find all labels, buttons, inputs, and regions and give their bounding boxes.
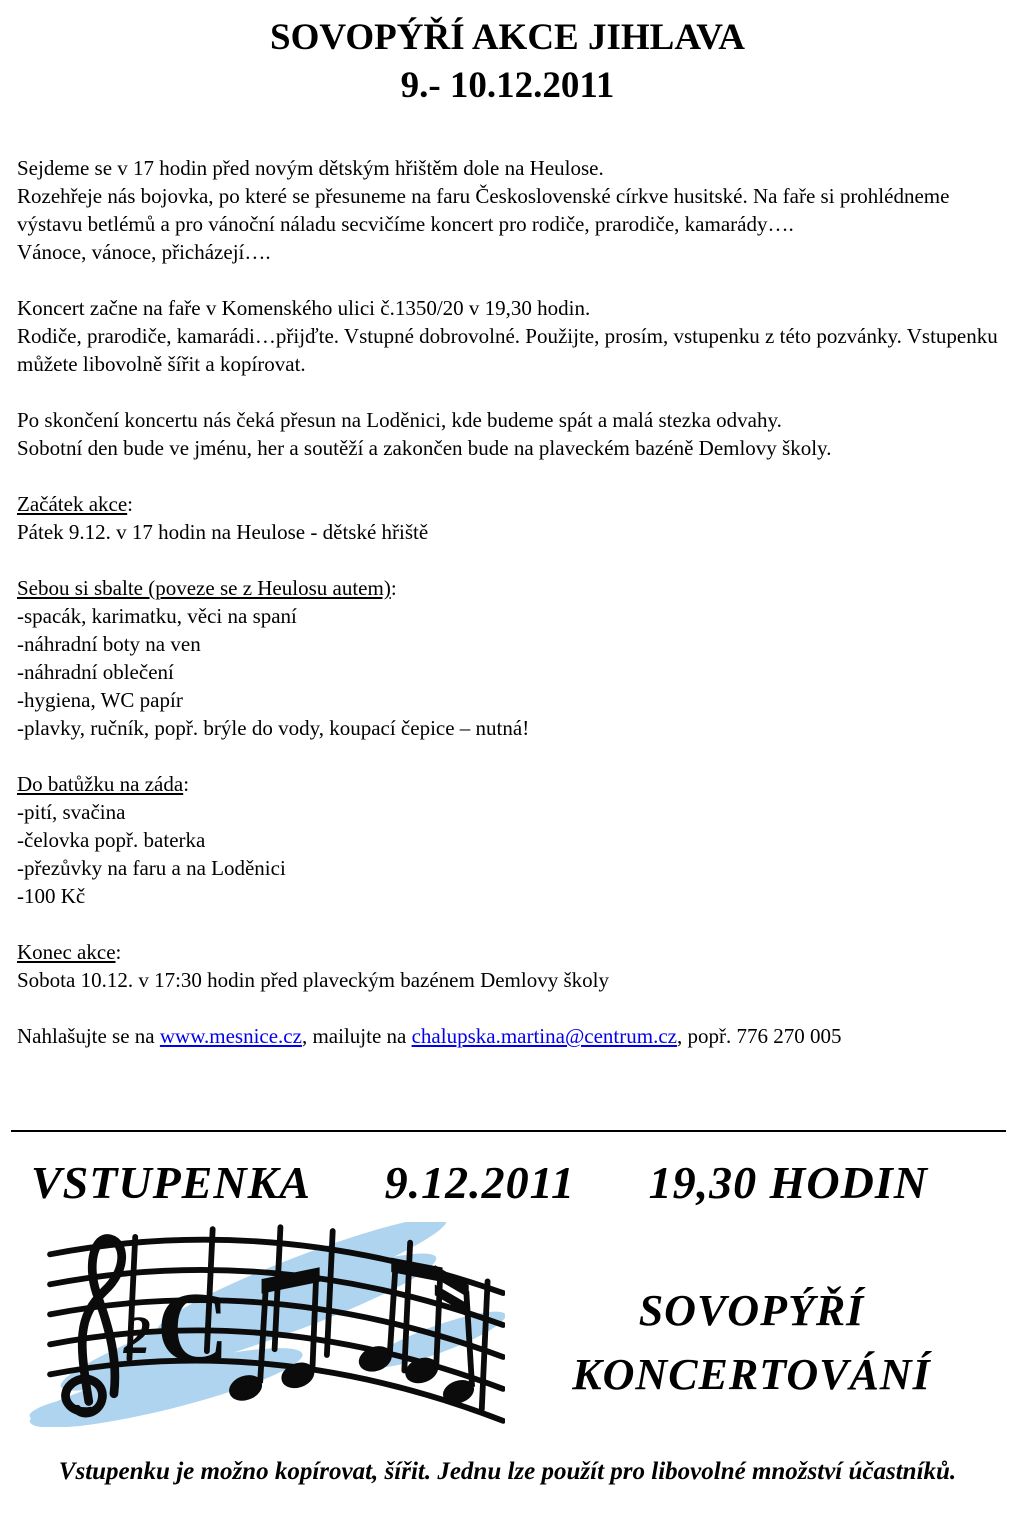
intro-paragraph [17,154,998,266]
page-title-dates: 9.- 10.12.2011 [400,65,615,106]
start-section-text: Pátek 9.12. v 17 hodin na Heulose - dětské hřiště [17,520,429,544]
ticket-name: VSTUPENKA [31,1157,311,1208]
list-item: -spacák, karimatku, věci na spaní [17,604,297,628]
pack-backpack-label: Do batůžku na záda [17,772,184,796]
section-divider [11,1130,1006,1132]
list-item: -náhradní oblečení [17,660,174,684]
ticket-date: 9.12.2011 [384,1157,576,1208]
list-item: -plavky, ručník, popř. brýle do vody, koupací čepice – nutná! [17,716,530,740]
contact-paragraph [17,1022,998,1050]
start-section-label: Začátek akce [17,492,128,516]
music-notes-image [21,1222,505,1427]
email-link[interactable]: chalupska.martina@centrum.cz [411,1024,677,1048]
start-section-heading [17,490,998,518]
svg-text:2: 2 [123,1305,151,1366]
concert-line1: Koncert začne na faře v Komenského ulici č.1350/20 v 19,30 hodin. [17,296,591,320]
after-concert-paragraph [17,406,998,462]
list-item: -100 Kč [17,884,86,908]
ticket-time: 19,30 HODIN [648,1157,928,1208]
start-section-colon: : [127,492,134,516]
pack-car-colon: : [390,576,397,600]
concert-paragraph [17,294,998,378]
page-title [17,14,998,110]
ticket-header-row [31,1156,928,1210]
list-item: -přezůvky na faru a na Loděnici [17,856,286,880]
list-item: -pití, svačina [17,800,126,824]
intro-line3: Vánoce, vánoce, přicházejí…. [17,240,271,264]
end-section-label: Konec akce [17,940,116,964]
after-concert-line1: Po skončení koncertu nás čeká přesun na Loděnici, kde budeme spát a malá stezka odvahy. [17,408,782,432]
ticket-footer-note: Vstupenku je možno kopírovat, šířit. Jednu lze použít pro libovolné množství účastníků. [58,1458,957,1485]
list-item: -čelovka popř. baterka [17,828,206,852]
pack-car-section [17,574,998,742]
after-concert-line2: Sobotní den bude ve jménu, her a soutěží a zakončen bude na plaveckém bazéně Demlovy školy. [17,436,832,460]
pack-backpack-heading [17,770,998,798]
ticket-body-row [17,1222,998,1427]
pack-backpack-colon: : [183,772,190,796]
event-title-line1: SOVOPÝŘÍ [638,1285,865,1335]
event-title [505,1279,998,1407]
end-section [17,938,998,994]
contact-suffix: , popř. 776 270 005 [677,1024,842,1048]
svg-text:C: C [156,1270,230,1383]
list-item: -náhradní boty na ven [17,632,201,656]
end-section-text: Sobota 10.12. v 17:30 hodin před plaveckým bazénem Demlovy školy [17,968,609,992]
contact-middle: , mailujte na [301,1024,412,1048]
end-section-heading [17,938,998,966]
pack-car-heading [17,574,998,602]
list-item: -hygiena, WC papír [17,688,183,712]
intro-line1: Sejdeme se v 17 hodin před novým dětským hřištěm dole na Heulose. [17,156,604,180]
start-section [17,490,998,546]
concert-line2: Rodiče, prarodiče, kamarádi…přijďte. Vstupné dobrovolné. Použijte, prosím, vstupenku z této pozvánky. Vstupenku můžete libovolně šířit a kopírovat. [17,324,998,376]
intro-line2: Rozehřeje nás bojovka, po které se přesuneme na faru Československé církve husitské. Na faře si prohlédneme výstavu betlémů a pro vánoční náladu secvičíme koncert pro rodiče, prarodiče, kamarády…. [17,184,950,236]
pack-backpack-section [17,770,998,910]
website-link[interactable]: www.mesnice.cz [159,1024,302,1048]
contact-prefix: Nahlašujte se na [17,1024,160,1048]
event-title-line2: KONCERTOVÁNÍ [572,1349,931,1399]
pack-car-label: Sebou si sbalte (poveze se z Heulosu autem) [17,576,391,600]
end-section-colon: : [115,940,122,964]
page-title-line1: SOVOPÝŘÍ AKCE JIHLAVA [270,17,745,58]
